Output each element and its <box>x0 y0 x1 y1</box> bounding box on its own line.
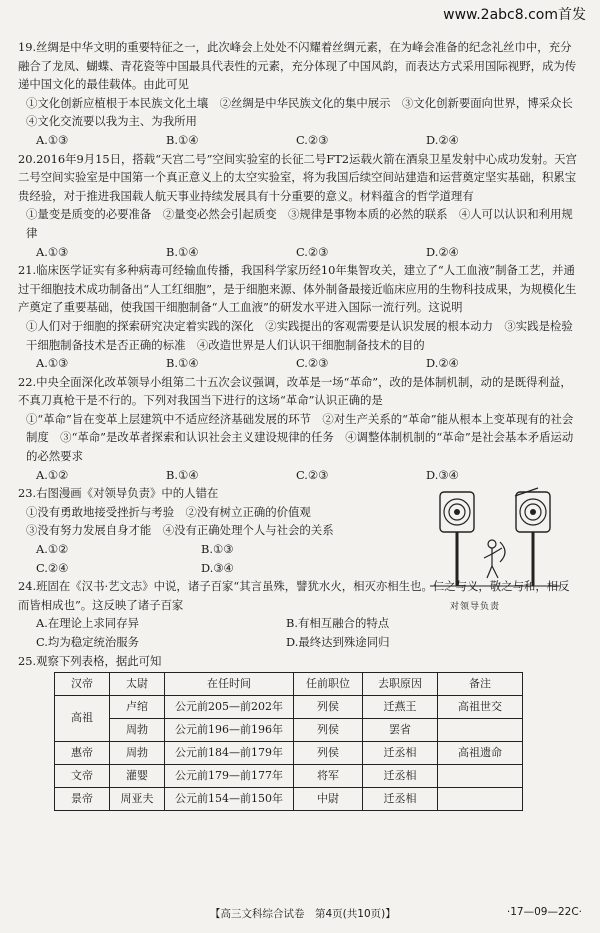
cell-prior: 中尉 <box>294 788 363 811</box>
q23-option-b[interactable]: B.①③ <box>201 542 234 557</box>
q19-option-a[interactable]: A.①③ <box>36 132 69 147</box>
q19-items: ①文化创新应植根于本民族文化土壤 ②丝绸是中华民族文化的集中展示 ③文化创新要面向世界，博采众长 ④文化交流要以我为主、为我所用 <box>26 95 585 129</box>
cell-emperor: 文帝 <box>55 765 110 788</box>
q25-table <box>54 672 523 811</box>
header-note: 备注 <box>438 673 523 696</box>
cell-taiwei: 灌婴 <box>110 765 165 788</box>
footer-page-info: 【高三文科综合试卷 第4页(共10页)】 <box>210 908 396 920</box>
cell-taiwei: 周勃 <box>110 719 165 742</box>
cell-note: 高祖世交 <box>438 696 523 719</box>
cell-reason: 罢省 <box>363 719 438 742</box>
q23-item-1: ①没有勇敢地接受挫折与考验 <box>26 504 175 519</box>
q22-option-c[interactable]: C.②③ <box>296 467 329 482</box>
q21-option-c[interactable]: C.②③ <box>296 356 329 371</box>
q20-stem: 20.2016年9月15日，搭载“天宫二号”空间实验室的长征二号FT2运载火箭在酒泉卫星发射中心成功发射。天宫二号空间实验室是中国第一个真正意义上的太空实验室，将为我国后续空间站建造和运营奠定坚实基础，积累宝贵经验，对于推进我国载人航天事业持续发展具有十分重要的意义。材料蕴含的哲学道理有 <box>18 151 577 203</box>
q19-option-d[interactable]: D.②④ <box>426 132 459 147</box>
cell-note <box>438 719 523 742</box>
cell-reason: 迁丞相 <box>363 765 438 788</box>
cell-reason: 迁丞相 <box>363 742 438 765</box>
question-21 <box>18 261 580 373</box>
q22-option-a[interactable]: A.①② <box>36 467 69 482</box>
footer-code: ·17—09—22C· <box>506 906 582 918</box>
q21-stem: 21.临床医学证实有多种病毒可经输血传播，我国科学家历经10年集智攻关，建立了“人工血液”制备工艺，并通过干细胞技术成功制备出“人工红细胞”，是于细胞来源、体外制备最接近临床应用的生物科技成果，为规模化生产奠定了重要基础，使我国干细胞制备“人工血液”的研发水平进入国际一流行列。这说明 <box>18 263 577 315</box>
cell-time: 公元前196—前196年 <box>165 719 294 742</box>
q24-option-b[interactable]: B.有相互融合的特点 <box>286 616 390 631</box>
q23-option-a[interactable]: A.①② <box>36 542 69 557</box>
q24-option-d[interactable]: D.最终达到殊途同归 <box>286 635 390 649</box>
table-row <box>55 742 523 765</box>
question-22 <box>18 373 580 485</box>
q22-stem: 22.中央全面深化改革领导小组第二十五次会议强调，改革是一场“革命”，改的是体制机制，动的是既得利益，不真刀真枪干是不行的。下列对我国当下进行的这场“革命”认识正确的是 <box>18 374 572 408</box>
question-19 <box>18 38 585 150</box>
cell-taiwei: 周亚夫 <box>110 788 165 811</box>
cartoon-image <box>410 486 570 616</box>
q21-option-a[interactable]: A.①③ <box>36 356 69 371</box>
cell-note <box>438 788 523 811</box>
q24-stem: 24.班固在《汉书·艺文志》中说，诸子百家“其言虽殊，譬犹水火，相灭亦相生也。仁之与义，敬之与和，相反而皆相成也”。这反映了诸子百家 <box>18 579 570 612</box>
cell-emperor: 惠帝 <box>55 742 110 765</box>
q19-option-b[interactable]: B.①④ <box>166 132 199 147</box>
cell-prior: 列侯 <box>294 696 363 719</box>
cell-time: 公元前179—前177年 <box>165 765 294 788</box>
q20-items: ①量变是质变的必要准备 ②量变必然会引起质变 ③规律是事物本质的必然的联系 ④人可以认识和利用规律 <box>26 207 573 240</box>
header-reason: 去职原因 <box>363 673 438 696</box>
header-time: 在任时间 <box>165 673 294 696</box>
cell-note <box>438 765 523 788</box>
cell-reason: 迁丞相 <box>363 788 438 811</box>
cell-reason: 迁燕王 <box>363 696 438 719</box>
cell-emperor: 高祖 <box>55 696 110 742</box>
q22-items: ①“革命”旨在变革上层建筑中不适应经济基础发展的环节 ②对生产关系的“革命”能从根本上变革现有的社会制度 ③“革命”是改革者探索和认识社会主义建设规律的任务 ④调整体制机制的“革命”是社会基本矛盾运动的必然要求 <box>26 411 574 464</box>
q21-option-d[interactable]: D.②④ <box>426 356 459 371</box>
q24-option-c[interactable]: C.均为稳定统治服务 <box>36 635 140 649</box>
q19-option-c[interactable]: C.②③ <box>296 132 329 147</box>
q20-option-a[interactable]: A.①③ <box>36 244 69 259</box>
q20-option-c[interactable]: C.②③ <box>296 244 329 259</box>
question-25 <box>18 652 580 812</box>
q21-option-b[interactable]: B.①④ <box>166 356 199 371</box>
header-emperor: 汉帝 <box>55 673 110 696</box>
q19-options <box>18 131 580 150</box>
q24-options <box>18 614 580 651</box>
q23-item-3: ③没有努力发展自身才能 <box>26 523 152 538</box>
q24-option-a[interactable]: A.在理论上求同存异 <box>36 616 139 631</box>
cell-note: 高祖遗命 <box>438 742 523 765</box>
cell-taiwei: 卢绾 <box>110 696 165 719</box>
cell-prior: 列侯 <box>294 719 363 742</box>
q20-option-d[interactable]: D.②④ <box>426 244 459 259</box>
q19-stem: 19.丝绸是中华文明的重要特征之一，此次峰会上处处不闪耀着丝绸元素，在为峰会准备的纪念礼丝巾中，充分融合了龙凤、蝴蝶、青花瓷等中国最具代表性的元素，充分体现了中国风韵，而表达方式采用国际视野，成为传递中国文化的最佳载体。由此可见 <box>18 40 577 92</box>
q21-options <box>18 354 580 373</box>
q22-option-d[interactable]: D.③④ <box>426 467 459 482</box>
q22-option-b[interactable]: B.①④ <box>166 467 199 482</box>
q23-options <box>18 540 388 577</box>
cartoon-caption: 对领导负责 <box>450 602 501 613</box>
cell-prior: 列侯 <box>294 742 363 765</box>
question-20 <box>18 150 580 262</box>
q21-items: ①人们对于细胞的探索研究决定着实践的深化 ②实践提出的客观需要是认识发展的根本动力 ③实践是检验干细胞制备技术是否正确的标准 ④改造世界是人们认识干细胞制备技术的目的 <box>26 318 573 352</box>
cell-prior: 将军 <box>294 765 363 788</box>
q23-item-2: ②没有树立正确的价值观 <box>185 504 311 519</box>
q23-items-row1 <box>18 503 388 522</box>
cell-time: 公元前154—前150年 <box>165 788 294 811</box>
cell-time: 公元前205—前202年 <box>165 696 294 719</box>
table-row <box>55 765 523 788</box>
site-watermark: www.2abc8.com首发 <box>443 7 586 23</box>
q23-option-d[interactable]: D.③④ <box>201 560 234 575</box>
q23-items-row2 <box>18 521 388 540</box>
table-row <box>55 788 523 811</box>
table-header-row <box>55 673 523 696</box>
cell-emperor: 景帝 <box>55 788 110 811</box>
cell-time: 公元前184—前179年 <box>165 742 294 765</box>
q23-stem: 23.右图漫画《对领导负责》中的人错在 <box>18 486 219 501</box>
q25-stem: 25.观察下列表格，据此可知 <box>18 653 162 668</box>
page-footer <box>0 906 600 926</box>
header-taiwei: 太尉 <box>110 673 165 696</box>
question-content <box>18 38 585 811</box>
q20-options <box>18 243 580 262</box>
cell-taiwei: 周勃 <box>110 742 165 765</box>
q22-options <box>18 466 580 485</box>
table-row <box>55 719 523 742</box>
q23-option-c[interactable]: C.②④ <box>36 560 69 575</box>
q20-option-b[interactable]: B.①④ <box>166 244 199 259</box>
header-prior: 任前职位 <box>294 673 363 696</box>
table-row <box>55 696 523 719</box>
cartoon-drawing <box>410 486 570 596</box>
q23-item-4: ④没有正确处理个人与社会的关系 <box>162 523 334 538</box>
